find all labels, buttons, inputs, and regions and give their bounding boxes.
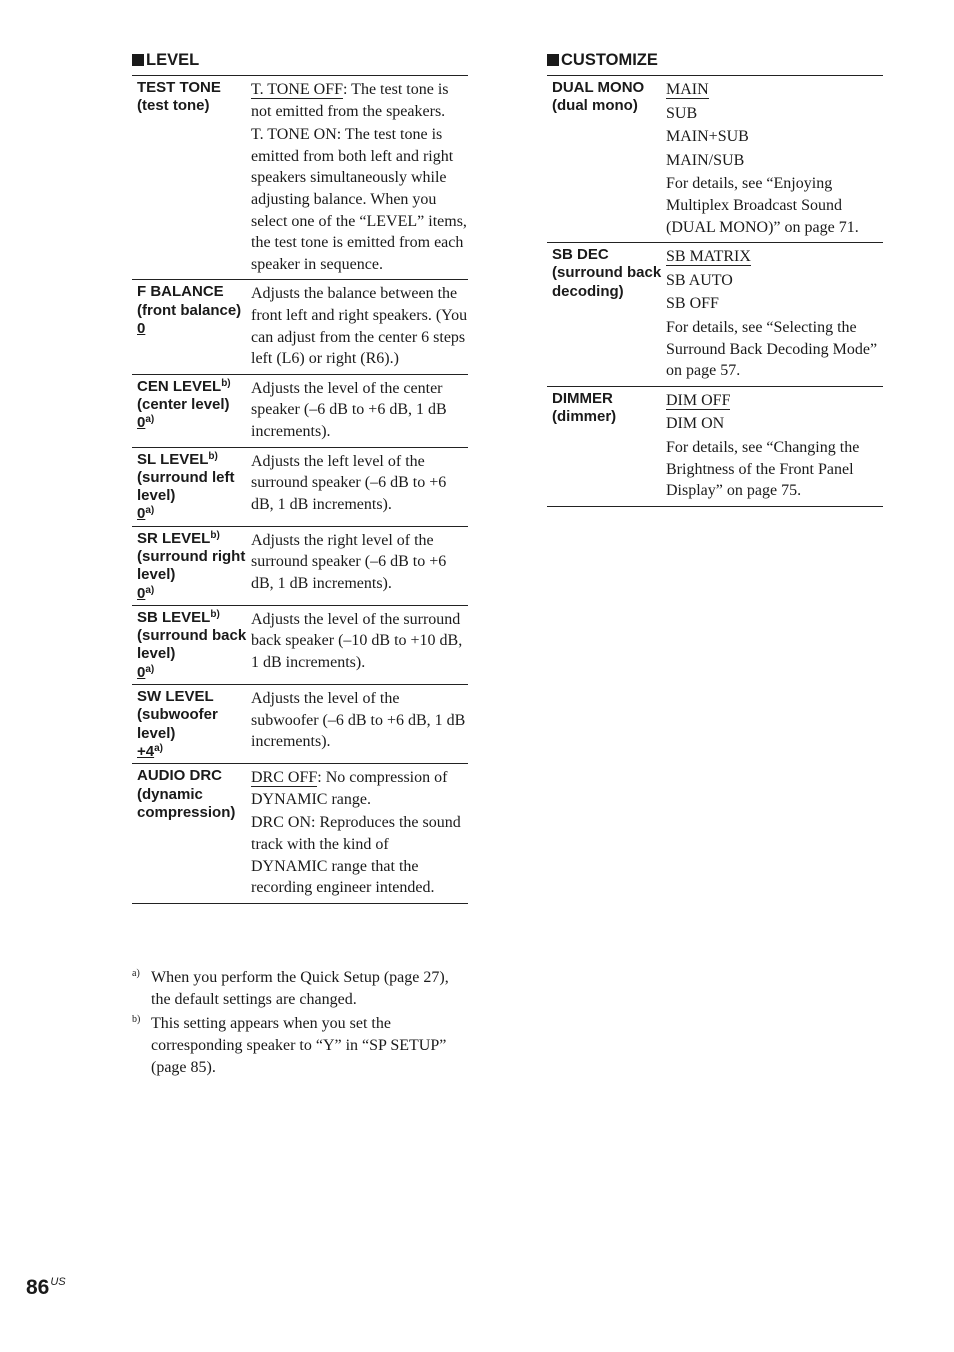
option-item	[666, 390, 883, 412]
footnote	[132, 967, 468, 1011]
setting-term	[132, 530, 251, 603]
setting-term	[132, 767, 251, 901]
table-row	[132, 606, 468, 685]
setting-subtitle: (dual mono)	[552, 97, 638, 115]
default-value: 0	[137, 319, 146, 337]
setting-name: SB DEC	[552, 246, 609, 264]
level-section	[132, 44, 468, 904]
description-paragraph	[251, 79, 468, 122]
default-value: $+4^{a)}$	[137, 742, 164, 760]
table-row	[547, 76, 883, 243]
description-paragraph: DRC ON: Reproduces the sound track with the kind of DYNAMIC range that the recording engineer intended.	[251, 814, 461, 897]
setting-description	[251, 609, 468, 682]
description-paragraph: Adjusts the balance between the front left and right speakers. (You can adjust from the center 6 steps left (L6) or right (R6).)	[251, 285, 468, 368]
description-paragraph: Adjusts the level of the subwoofer (–6 dB to +6 dB, 1 dB increments).	[251, 690, 466, 751]
setting-subtitle: (surround right level)	[137, 547, 246, 584]
table-row	[132, 76, 468, 280]
level-section-title: LEVEL	[146, 50, 200, 69]
customize-section	[547, 44, 883, 507]
setting-description	[251, 451, 468, 524]
description-paragraph	[251, 767, 468, 810]
setting-description	[251, 530, 468, 603]
option-item	[666, 246, 883, 268]
default-option: DIM OFF	[666, 391, 731, 409]
setting-term	[132, 79, 251, 277]
setting-description	[666, 246, 883, 384]
setting-description	[666, 390, 883, 504]
setting-name: SW LEVEL	[137, 688, 214, 706]
setting-term	[132, 688, 251, 761]
setting-description	[251, 767, 468, 901]
setting-description	[251, 79, 468, 277]
table-row	[132, 685, 468, 764]
default-value: 0$^{a)}$	[137, 663, 155, 681]
default-option: T. TONE OFF	[251, 81, 344, 98]
default-option: DRC OFF	[251, 769, 318, 787]
footnote-ref: a)	[145, 663, 155, 675]
footnote-ref: b)	[208, 450, 218, 462]
description-paragraph: Adjusts the level of the surround back speaker (–10 dB to +10 dB, 1 dB increments).	[251, 610, 463, 672]
default-value: 0$^{a)}$	[137, 505, 155, 523]
footnote-text: This setting appears when you set the corresponding speaker to “Y” in “SP SETUP” (page 85).	[151, 1015, 447, 1076]
setting-term	[547, 246, 666, 384]
setting-subtitle: (front balance)	[137, 301, 242, 319]
option-explanation: : The test tone is not emitted from the speakers.	[251, 81, 449, 120]
option-item: SB AUTO	[666, 271, 733, 289]
description-paragraph: Adjusts the level of the center speaker (–6 dB to +6 dB, 1 dB increments).	[251, 379, 447, 440]
setting-subtitle: (center level)	[137, 396, 230, 414]
default-option: MAIN	[666, 81, 709, 98]
setting-description	[251, 688, 468, 761]
setting-name: AUDIO DRC	[137, 767, 222, 785]
table-row	[132, 375, 468, 448]
setting-subtitle: (surround back level)	[137, 627, 247, 663]
setting-description	[666, 79, 883, 240]
option-item: SUB	[666, 104, 698, 122]
footnote-mark: a)	[132, 968, 140, 979]
setting-term	[547, 390, 666, 504]
square-bullet-icon	[132, 54, 144, 66]
setting-name: F BALANCE	[137, 283, 224, 301]
setting-name: SR LEVEL$^{b)}$	[137, 529, 220, 547]
option-item	[666, 79, 883, 101]
setting-subtitle: (surround back decoding)	[552, 264, 662, 300]
footnote-ref: a)	[154, 742, 164, 754]
footnote-ref: a)	[145, 505, 155, 517]
setting-name: CEN LEVEL$^{b)}$	[137, 377, 231, 395]
setting-term	[132, 378, 251, 445]
table-row	[132, 448, 468, 527]
page-number: $86^{US}$	[26, 1276, 66, 1299]
default-value: 0$^{a)}$	[137, 584, 155, 602]
footnote	[132, 1013, 468, 1079]
setting-subtitle: (surround left level)	[137, 468, 235, 505]
setting-description	[251, 283, 468, 371]
option-explanation: : No compression of DYNAMIC range.	[251, 769, 448, 808]
setting-term	[132, 451, 251, 524]
option-item: MAIN+SUB	[666, 128, 749, 146]
setting-subtitle: (test tone)	[137, 97, 210, 115]
footnote-ref: b)	[221, 377, 231, 389]
details-text: For details, see “Changing the Brightness of the Front Panel Display” on page 75.	[666, 438, 860, 500]
setting-term	[547, 79, 666, 240]
square-bullet-icon	[547, 54, 559, 66]
footnote-mark: b)	[132, 1014, 141, 1025]
table-row	[547, 387, 883, 507]
option-item: SB OFF	[666, 295, 719, 313]
table-row	[132, 280, 468, 374]
table-row	[547, 243, 883, 387]
default-value: 0$^{a)}$	[137, 414, 155, 432]
footnote-ref: b)	[210, 608, 220, 620]
setting-name: SL LEVEL$^{b)}$	[137, 450, 218, 468]
customize-section-title: CUSTOMIZE	[561, 50, 658, 69]
setting-subtitle: (dynamic compression)	[137, 785, 236, 821]
setting-name: DUAL MONO	[552, 79, 645, 96]
setting-name: DIMMER	[552, 389, 613, 407]
option-item: DIM ON	[666, 415, 725, 433]
customize-section-heading	[547, 44, 883, 76]
footnote-ref: a)	[145, 414, 155, 426]
setting-name: TEST TONE	[137, 79, 221, 96]
default-option: SB MATRIX	[666, 248, 751, 266]
table-row	[132, 764, 468, 904]
footnote-ref: a)	[145, 584, 155, 596]
setting-term	[132, 609, 251, 682]
level-section-heading	[132, 44, 468, 76]
table-row	[132, 527, 468, 606]
footnotes	[132, 967, 468, 1081]
footnote-ref: b)	[210, 529, 220, 541]
description-paragraph: T. TONE ON: The test tone is emitted from both left and right speakers simultaneously while adjusting balance. When you select one of the “LEVEL” items, the test tone is emitted from each speaker in sequence.	[251, 126, 467, 273]
setting-term	[132, 283, 251, 371]
description-paragraph: Adjusts the left level of the surround speaker (–6 dB to +6 dB, 1 dB increments).	[251, 452, 447, 513]
option-item: MAIN/SUB	[666, 151, 745, 169]
setting-subtitle: (dimmer)	[552, 408, 617, 426]
footnote-text: When you perform the Quick Setup (page 27), the default settings are changed.	[151, 969, 449, 1008]
details-text: For details, see “Selecting the Surround Back Decoding Mode” on page 57.	[666, 318, 878, 380]
setting-description	[251, 378, 468, 445]
description-paragraph: Adjusts the right level of the surround speaker (–6 dB to +6 dB, 1 dB increments).	[251, 531, 447, 592]
details-text: For details, see “Enjoying Multiplex Broadcast Sound (DUAL MONO)” on page 71.	[666, 175, 859, 236]
page-region-suffix: US	[50, 1276, 66, 1288]
setting-subtitle: (subwoofer level)	[137, 706, 218, 742]
setting-name: SB LEVEL$^{b)}$	[137, 608, 220, 626]
